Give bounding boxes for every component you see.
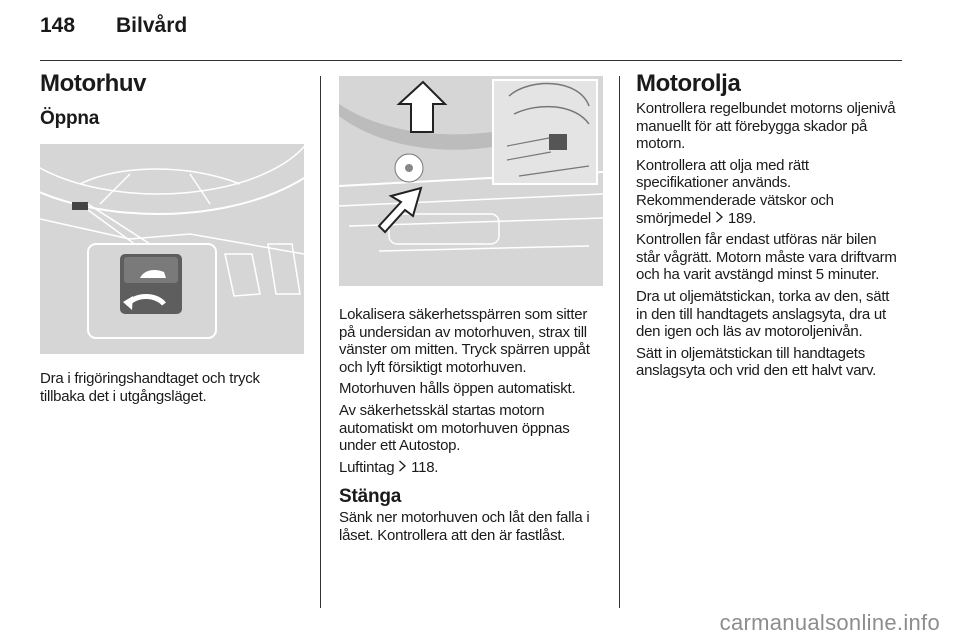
column-divider-1 [320,76,321,608]
header-rule [40,60,902,61]
ref-arrow-icon [715,210,728,227]
paragraph-check-conditions: Kontrollen får endast utföras när bilen står vågrätt. Motorn måste vara driftvarm och ha varit avstängd minst 5 minuter. [636,231,897,284]
page-number: 148 [40,14,76,37]
ref-arrow-icon [398,459,411,476]
paragraph-auto-open: Motorhuven hålls öppen automatiskt. [339,380,576,398]
section-heading-motorolja: Motorolja [636,70,741,97]
paragraph-dipstick-read: Dra ut oljemätstickan, torka av den, sätt in den till handtagets anslagsyta, dra ut den igen och läs av motoroljenivån. [636,287,890,341]
column-3 [636,70,904,380]
paragraph-check-oil: Kontrollera regelbundet motorns oljenivå manuellt för att förebygga skador på motorn. [636,100,896,153]
section-heading-motorhuv: Motorhuv [40,70,147,97]
paragraph-oil-spec [636,157,904,227]
paragraph-locate-latch: Lokalisera säkerhetsspärren som sitter på undersidan av motorhuven, strax till vänster om mitten. Tryck spärren uppåt och lyft försiktigt motorhuven. [339,306,590,376]
paragraph-autostop: Av säkerhetsskäl startas motorn automatiskt om motorhuven öppnas under ett Autostop. [339,401,570,455]
column-1 [40,70,306,405]
paragraph-close-hood: Sänk ner motorhuven och låt den falla i låset. Kontrollera att den är fastlåst. [339,509,590,544]
hood-release-illustration [40,144,304,354]
caption-release-handle: Dra i frigöringshandtaget och tryck tillbaka det i utgångsläget. [40,370,260,405]
subheading-stanga: Stänga [339,486,402,508]
air-intake-page-ref[interactable]: 118. [411,458,439,476]
paragraph-dipstick-insert: Sätt in oljemätstickan till handtagets anslagsyta och vrid den ett halvt varv. [636,344,877,380]
oil-spec-text: Kontrollera att olja med rätt specifikationer används. Rekommenderade vätskor och smörjmedel [636,156,834,227]
watermark: carmanualsonline.info [719,610,940,635]
subheading-oppna: Öppna [40,108,100,129]
column-2 [339,70,603,545]
air-intake-label: Luftintag [339,458,395,476]
fluids-page-ref[interactable]: 189. [727,209,757,227]
hood-latch-illustration [339,76,603,286]
paragraph-air-intake [339,459,603,477]
section-title: Bilvård [116,14,188,37]
column-divider-2 [619,76,620,608]
